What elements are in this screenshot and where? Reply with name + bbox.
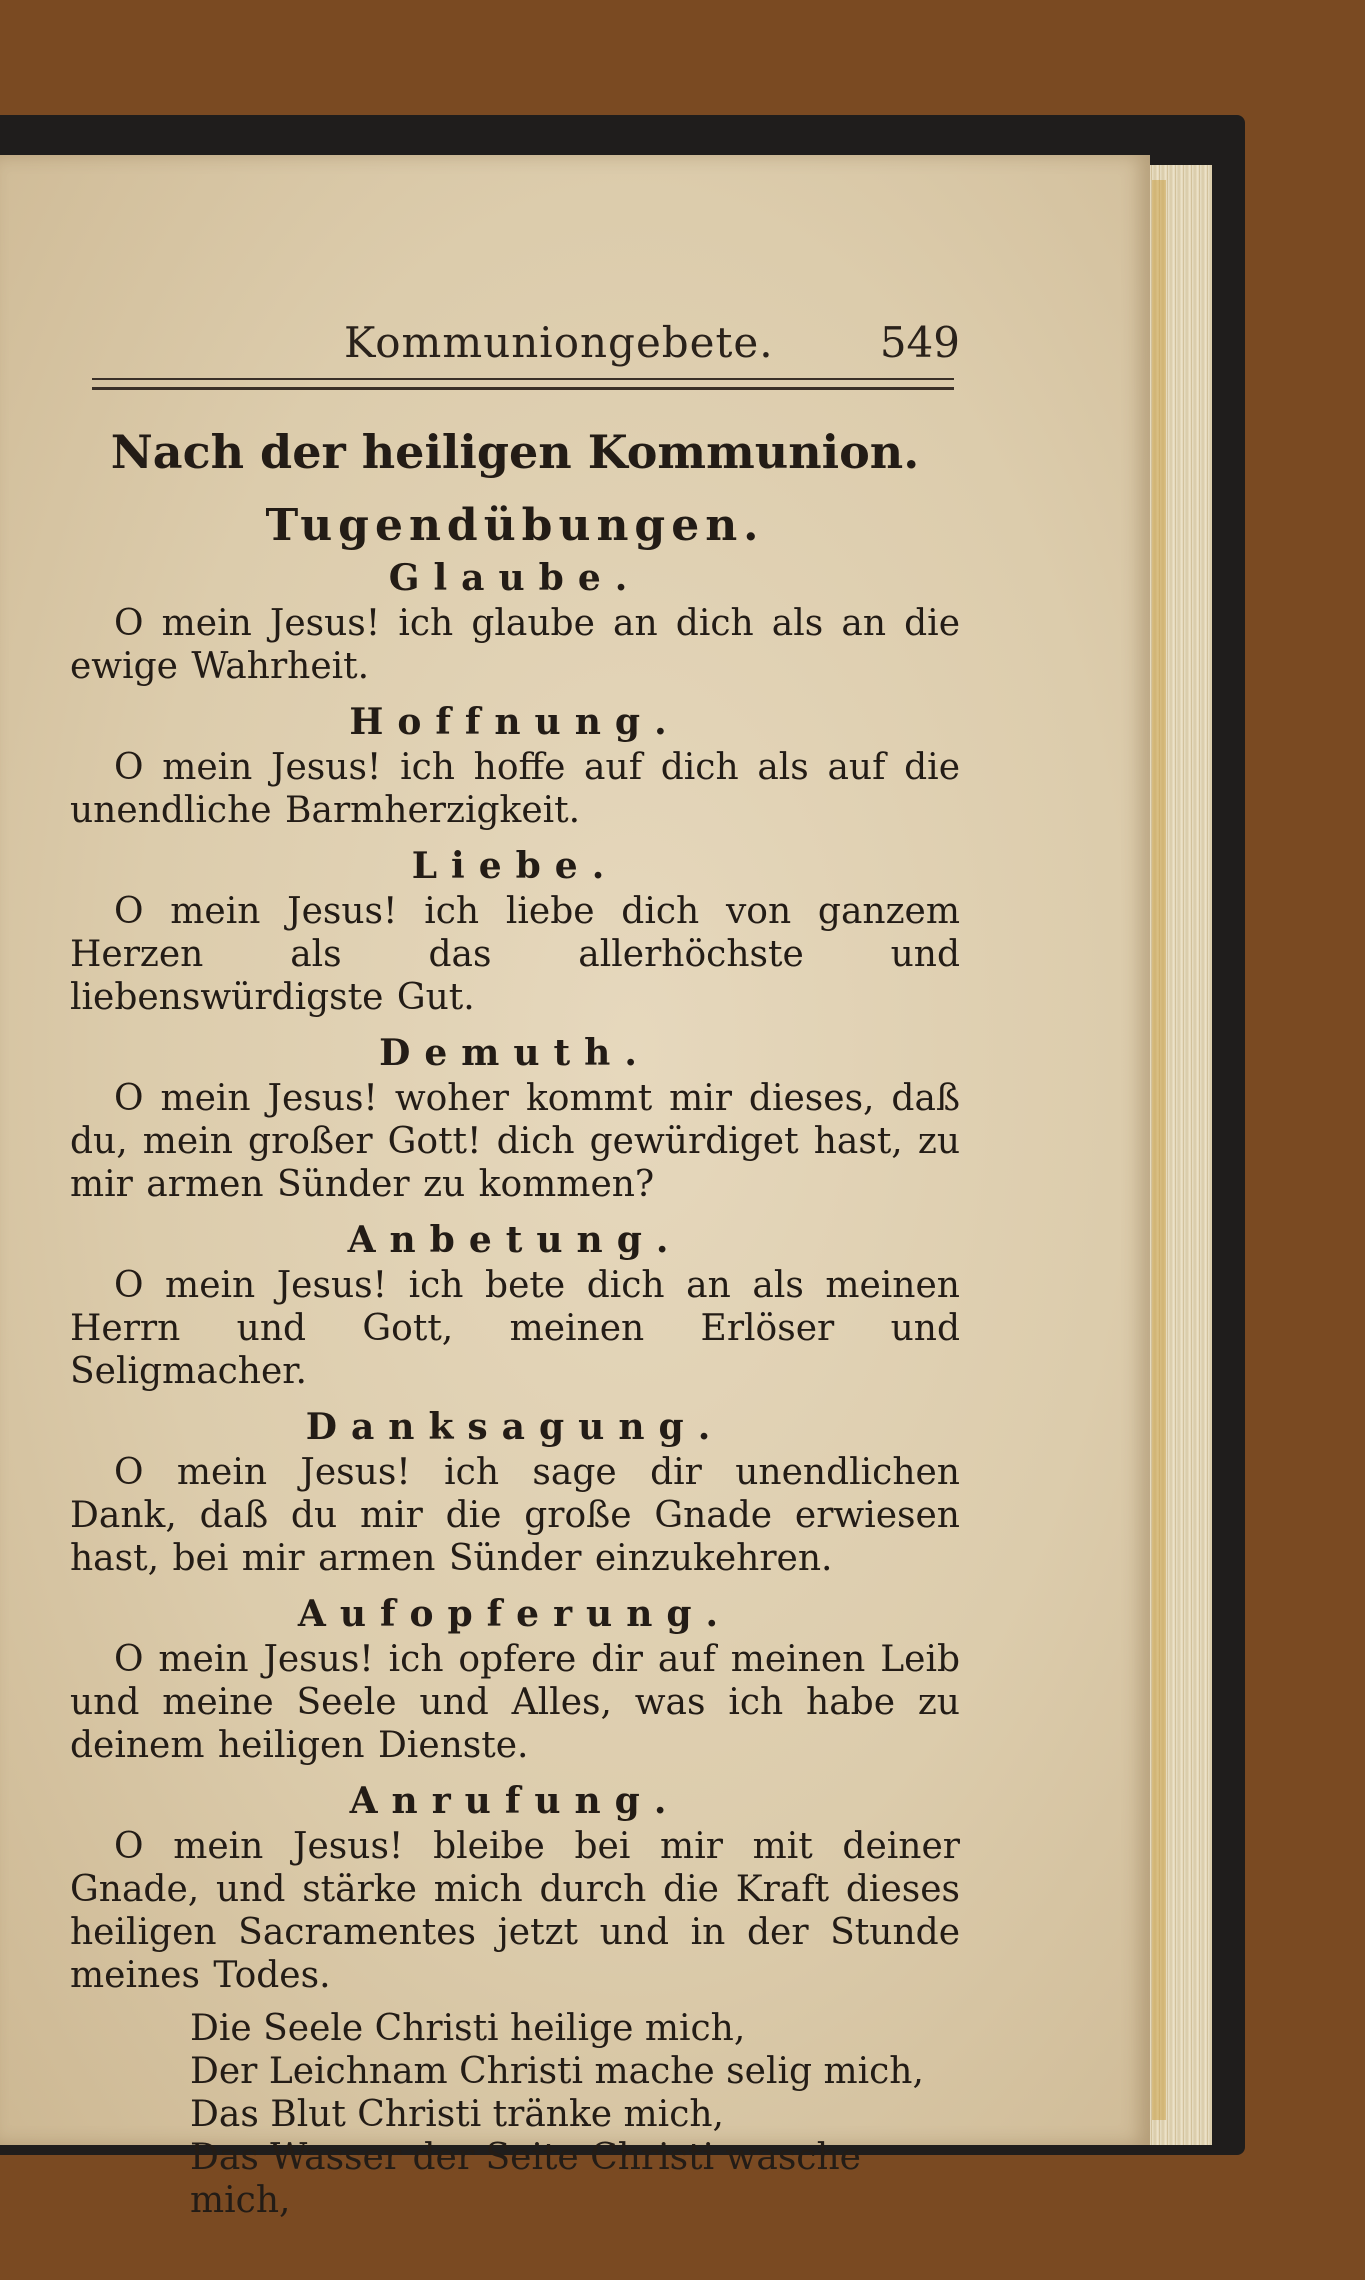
header-rule — [92, 378, 954, 390]
section-heading: Hoffnung. — [349, 701, 681, 743]
verse-line: Das Wasser der Seite Christi wasche mich, — [190, 2137, 861, 2221]
prayer-text: O mein Jesus! bleibe bei mir mit deiner Gnade, und stärke mich durch die Kraft dieses heiligen Sacramentes jetzt und in der Stunde meines Todes. — [70, 1826, 960, 1996]
section-heading: Danksagung. — [305, 1406, 725, 1448]
verse-line: Der Leichnam Christi mache selig mich, — [190, 2051, 924, 2092]
prayer-text: O mein Jesus! ich bete dich an als meinen Herrn und Gott, meinen Erlöser und Seligmacher. — [70, 1265, 960, 1392]
gilt-edge — [1152, 180, 1166, 2120]
verse-line: Die Seele Christi heilige mich, — [190, 2008, 746, 2049]
section-heading: Aufopferung. — [297, 1593, 733, 1635]
verse-block — [190, 2007, 960, 2222]
running-title: Kommuniongebete. — [344, 318, 774, 367]
main-heading: Nach der heiligen Kommunion. — [110, 425, 920, 479]
prayer-text: O mein Jesus! ich hoffe auf dich als auf die unendliche Barmherzigkeit. — [70, 747, 960, 831]
section-heading: Liebe. — [411, 845, 619, 887]
section-heading: Anbetung. — [347, 1219, 683, 1261]
prayer-text: O mein Jesus! ich opfere dir auf meinen Leib und meine Seele und Alles, was ich habe zu deinem heiligen Dienste. — [70, 1639, 960, 1766]
prayer-text: O mein Jesus! ich sage dir unendlichen Dank, daß du mir die große Gnade erwiesen hast, bei mir armen Sünder einzukehren. — [70, 1452, 960, 1579]
verse-line: Das Blut Christi tränke mich, — [190, 2094, 724, 2135]
sub-heading: Tugendübungen. — [265, 500, 765, 551]
section-heading: Demuth. — [379, 1032, 651, 1074]
prayer-text: O mein Jesus! ich liebe dich von ganzem Herzen als das allerhöchste und liebenswürdigste Gut. — [70, 891, 960, 1018]
prayer-text: O mein Jesus! ich glaube an dich als an die ewige Wahrheit. — [70, 603, 960, 687]
page-number: 549 — [879, 318, 960, 367]
section-heading: Anrufung. — [349, 1780, 681, 1822]
page-text — [70, 420, 960, 2222]
section-heading: Glaube. — [388, 557, 642, 599]
running-head — [90, 318, 960, 378]
prayer-text: O mein Jesus! woher kommt mir dieses, daß du, mein großer Gott! dich gewürdiget hast, zu mir armen Sünder zu kommen? — [70, 1078, 960, 1205]
